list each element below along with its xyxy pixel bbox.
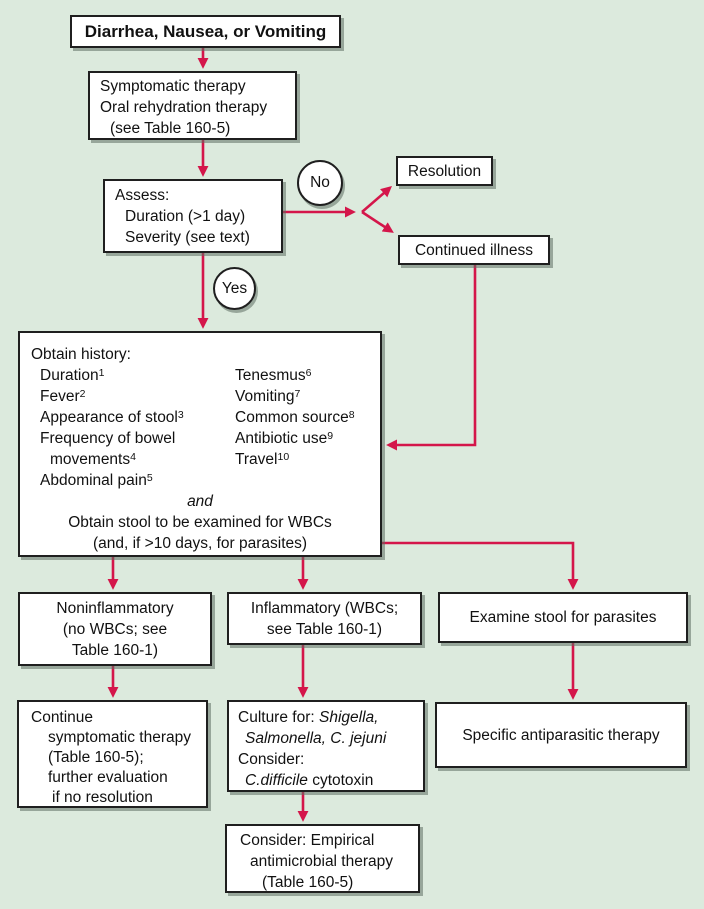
node-line: Examine stool for parasites <box>469 609 657 626</box>
node-line: Severity (see text) <box>125 229 250 246</box>
history-heading: Obtain history: <box>31 346 131 363</box>
examine-stool-node <box>438 592 688 643</box>
node-line: symptomatic therapy <box>48 729 191 746</box>
culture-node <box>227 700 425 792</box>
empirical-node <box>225 824 420 893</box>
node-line: (Table 160-5); <box>48 749 144 766</box>
obtain-history-node <box>18 331 382 557</box>
history-stool-line: (and, if >10 days, for parasites) <box>92 535 308 552</box>
history-item: Tenesmus$^6$ <box>235 367 312 384</box>
history-item: movements$^4$ <box>50 451 136 468</box>
title-text: Diarrhea, Nausea, or Vomiting <box>84 22 327 41</box>
node-line: if no resolution <box>52 789 153 806</box>
node-line: antimicrobial therapy <box>250 853 394 870</box>
node-line: Duration (>1 day) <box>125 208 246 225</box>
history-columns <box>20 365 380 491</box>
continued-illness-node <box>398 235 550 265</box>
resolution-node <box>396 156 493 186</box>
history-conjunction: and <box>187 493 213 510</box>
arrow-fork-continued <box>362 212 386 228</box>
node-line: (see Table 160-5) <box>110 120 231 137</box>
node-line: Consider: Empirical <box>240 832 375 849</box>
history-item: Antibiotic use$^9$ <box>235 430 334 447</box>
history-right-column <box>235 365 375 491</box>
node-line: Symptomatic therapy <box>100 78 246 95</box>
history-item: Duration$^1$ <box>40 367 105 384</box>
history-item: Abdominal pain$^5$ <box>40 472 153 489</box>
node-line: Inflammatory (WBCs; <box>250 599 399 617</box>
node-line: Noninflammatory <box>56 599 174 617</box>
history-stool-line: Obtain stool to be examined for WBCs <box>68 514 332 531</box>
inflammatory-node <box>227 592 422 645</box>
yes-label: Yes <box>221 279 248 297</box>
arrow-continued-to-history <box>396 265 475 445</box>
node-line: (no WBCs; see <box>62 620 168 638</box>
node-line: further evaluation <box>48 769 168 786</box>
node-line: Culture for: Shigella, <box>238 709 379 726</box>
node-line: see Table 160-1) <box>266 620 383 638</box>
history-item: Common source$^8$ <box>235 409 355 426</box>
arrow-fork-resolution <box>362 193 385 213</box>
history-item: Travel$^{10}$ <box>235 451 290 468</box>
assess-node <box>103 179 283 253</box>
node-line: Specific antiparasitic therapy <box>462 726 660 744</box>
continue-therapy-node <box>17 700 208 808</box>
history-item: Vomiting$^7$ <box>235 388 301 405</box>
antiparasitic-node <box>435 702 687 768</box>
node-line: Continued illness <box>414 241 534 259</box>
symptomatic-therapy-node <box>88 71 297 140</box>
history-item: Appearance of stool$^3$ <box>40 409 184 426</box>
node-line: Assess: <box>115 187 170 204</box>
noninflammatory-node <box>18 592 212 666</box>
history-item: Frequency of bowel <box>40 430 176 447</box>
arrow-history-to-examine <box>382 543 573 580</box>
node-line: Continue <box>31 709 94 726</box>
no-circle <box>297 160 343 206</box>
node-line: Salmonella, C. jejuni <box>245 730 387 747</box>
history-left-column <box>40 365 235 491</box>
node-line: C.difficile cytotoxin <box>245 772 374 789</box>
node-line: Resolution <box>407 162 482 180</box>
history-item: Fever$^2$ <box>40 388 86 405</box>
node-line: Oral rehydration therapy <box>100 99 268 116</box>
title-node <box>70 15 341 48</box>
node-line: (Table 160-5) <box>262 874 354 891</box>
node-line: Consider: <box>238 751 305 768</box>
yes-circle <box>213 267 256 310</box>
node-line: Table 160-1) <box>71 641 159 659</box>
no-label: No <box>310 174 330 191</box>
